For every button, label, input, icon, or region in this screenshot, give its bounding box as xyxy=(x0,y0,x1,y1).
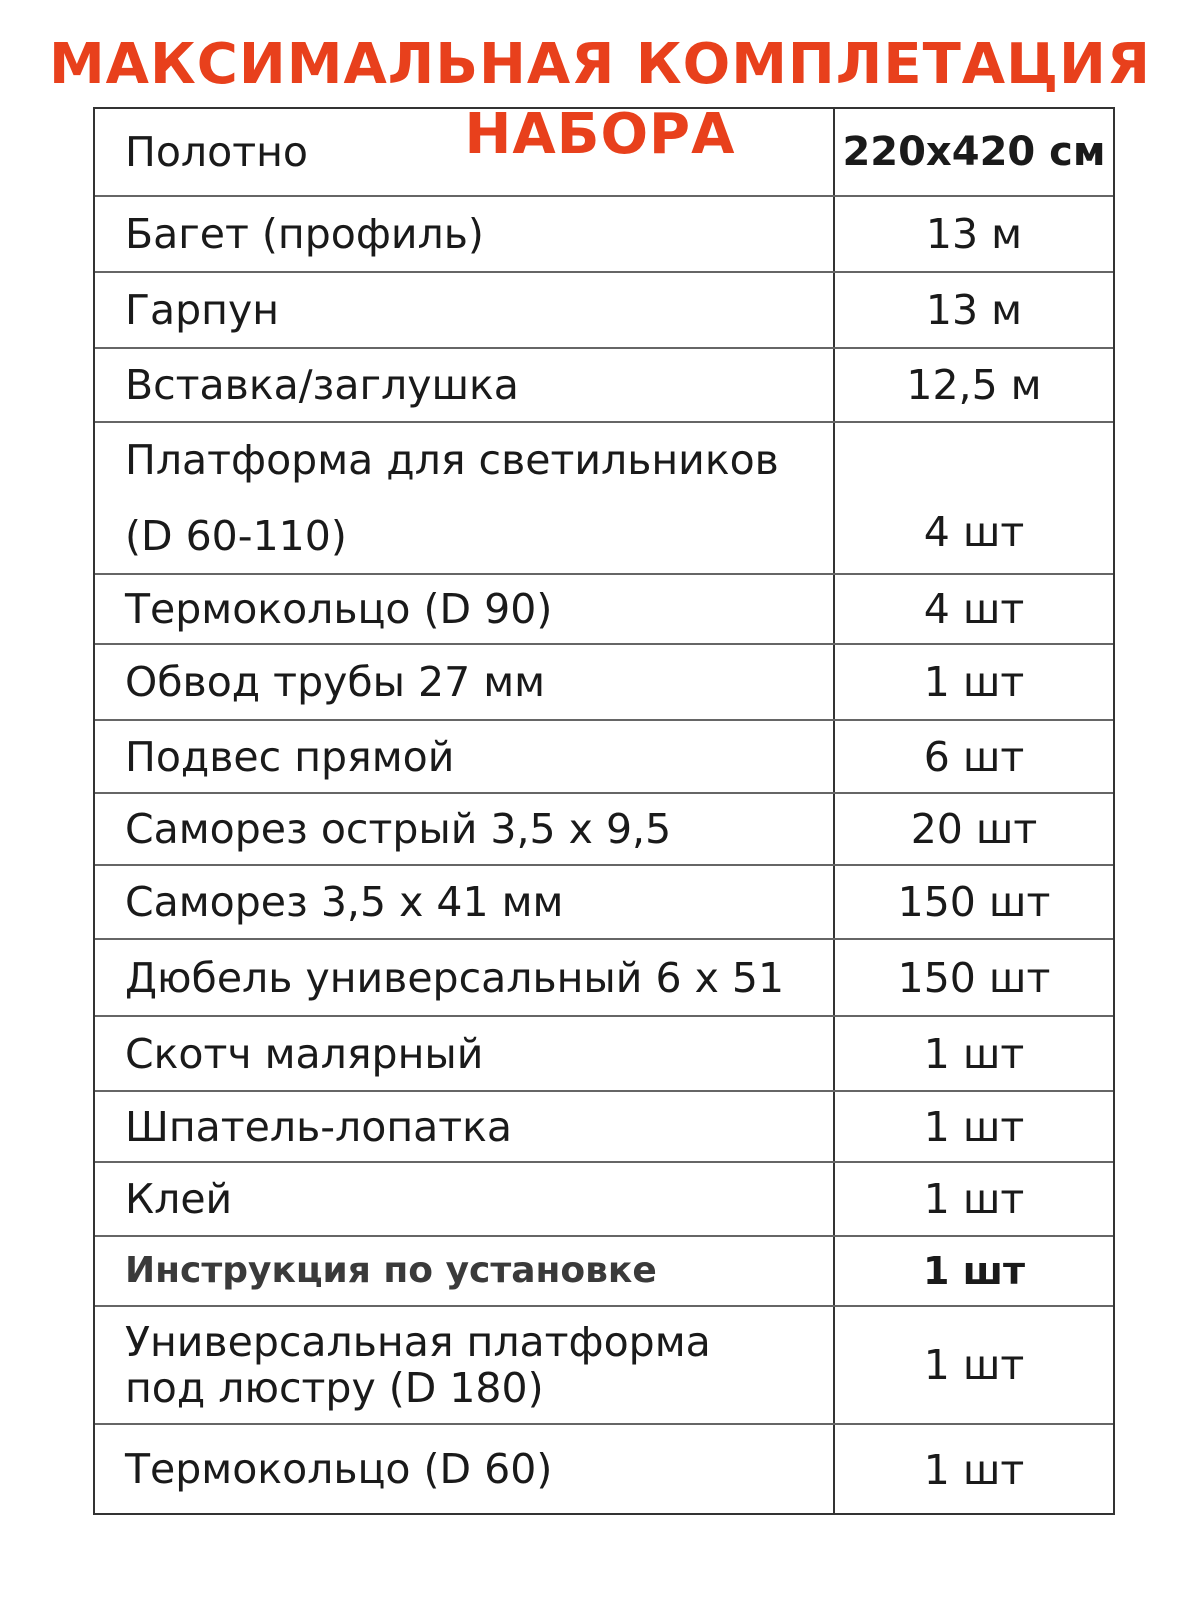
item-name-line: под люстру (D 180) xyxy=(125,1364,544,1412)
item-name: Саморез 3,5 х 41 мм xyxy=(95,866,835,938)
table-row xyxy=(95,273,1113,349)
table-row xyxy=(95,1307,1113,1425)
table-row xyxy=(95,794,1113,866)
item-quantity: 1 шт xyxy=(923,658,1025,706)
table-row xyxy=(95,1017,1113,1092)
item-name: Клей xyxy=(95,1163,835,1235)
table-row xyxy=(95,721,1113,794)
table-row xyxy=(95,645,1113,721)
table-row xyxy=(95,197,1113,273)
item-name: Подвес прямой xyxy=(95,721,835,792)
item-quantity: 150 шт xyxy=(897,953,1051,1002)
item-quantity: 220х420 см xyxy=(842,129,1106,175)
item-name: Саморез острый 3,5 х 9,5 xyxy=(95,794,835,864)
table-row xyxy=(95,940,1113,1017)
item-name-line: Платформа для светильников xyxy=(125,436,779,484)
item-quantity: 1 шт xyxy=(923,1446,1025,1494)
item-quantity: 4 шт xyxy=(923,585,1025,633)
item-name xyxy=(95,1307,835,1423)
item-name: Скотч малярный xyxy=(95,1017,835,1090)
item-name: Багет (профиль) xyxy=(95,197,835,271)
item-name-line: (D 60-110) xyxy=(125,512,347,560)
item-name: Дюбель универсальный 6 х 51 xyxy=(95,940,835,1015)
table-row xyxy=(95,1237,1113,1307)
table-row xyxy=(95,1092,1113,1163)
item-name: Обвод трубы 27 мм xyxy=(95,645,835,719)
item-name: Инструкция по установке xyxy=(95,1237,835,1305)
table-row xyxy=(95,109,1113,197)
item-name: Вставка/заглушка xyxy=(95,349,835,421)
item-quantity: 12,5 м xyxy=(906,361,1042,409)
item-name: Термокольцо (D 60) xyxy=(95,1425,835,1513)
item-name: Термокольцо (D 90) xyxy=(95,575,835,643)
table-row xyxy=(95,1425,1113,1513)
table-row xyxy=(95,866,1113,940)
page-title: МАКСИМАЛЬНАЯ КОМПЛЕТАЦИЯ НАБОРА xyxy=(48,32,1152,167)
item-name: Шпатель-лопатка xyxy=(95,1092,835,1161)
item-quantity: 1 шт xyxy=(923,1175,1025,1223)
item-name: Гарпун xyxy=(95,273,835,347)
item-name: Полотно xyxy=(95,109,835,195)
item-quantity: 1 шт xyxy=(923,1102,1025,1151)
item-name-line: Универсальная платформа xyxy=(125,1318,711,1366)
table-row xyxy=(95,575,1113,645)
table-row xyxy=(95,349,1113,423)
item-quantity: 1 шт xyxy=(922,1249,1026,1293)
item-quantity: 13 м xyxy=(925,210,1023,258)
table-row xyxy=(95,1163,1113,1237)
item-quantity: 4 шт xyxy=(923,508,1025,556)
item-quantity: 1 шт xyxy=(923,1341,1025,1389)
item-quantity: 20 шт xyxy=(910,805,1038,853)
item-quantity: 150 шт xyxy=(897,878,1051,926)
table-row xyxy=(95,423,1113,575)
item-quantity: 6 шт xyxy=(923,732,1025,781)
item-name xyxy=(95,423,835,573)
item-quantity: 13 м xyxy=(925,286,1023,334)
item-quantity: 1 шт xyxy=(923,1029,1025,1078)
kit-contents-table xyxy=(93,107,1115,1515)
